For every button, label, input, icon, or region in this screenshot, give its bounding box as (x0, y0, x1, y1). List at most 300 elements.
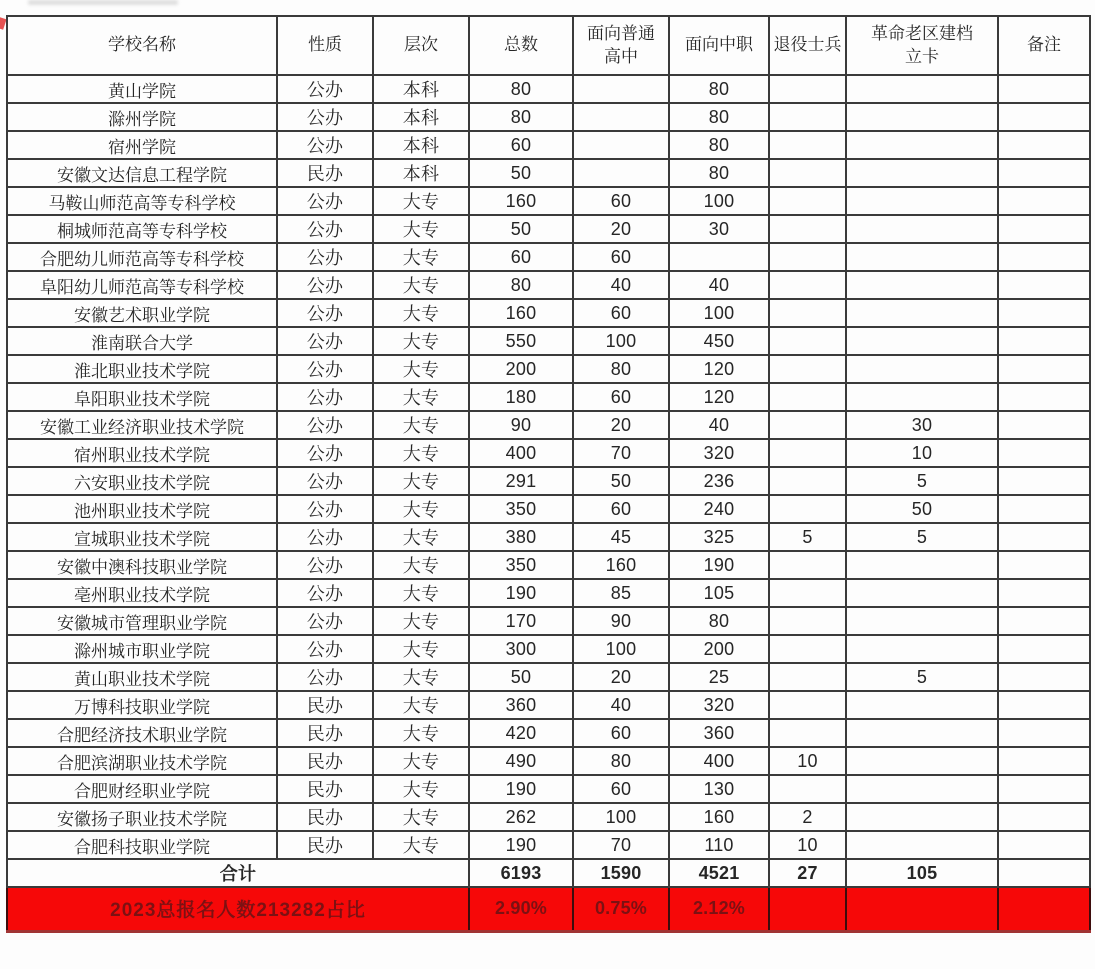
col-header-nature (277, 16, 373, 75)
table-row (7, 75, 1090, 103)
col-header-total (469, 16, 573, 75)
cell-total: 80 (469, 75, 573, 103)
cell-nature: 公办 (277, 355, 373, 383)
table-row (7, 551, 1090, 579)
cell-old-area-card (846, 831, 998, 859)
table-row (7, 355, 1090, 383)
cell-level: 大专 (373, 691, 469, 719)
cell-veterans (769, 719, 846, 747)
header-row (7, 16, 1090, 75)
cell-total: 80 (469, 271, 573, 299)
cell-old-area-card (846, 271, 998, 299)
table-row (7, 411, 1090, 439)
total-row (7, 859, 1090, 887)
cell-note (998, 523, 1090, 551)
col-header-vocational-label: 面向中职 (685, 35, 753, 55)
cell-total: 550 (469, 327, 573, 355)
table-row (7, 719, 1090, 747)
total-cell-vocational: 4521 (669, 859, 769, 887)
cell-level: 大专 (373, 523, 469, 551)
cell-school: 马鞍山师范高等专科学校 (7, 187, 277, 215)
col-header-vocational (669, 16, 769, 75)
cell-old-area-card: 10 (846, 439, 998, 467)
cell-nature: 公办 (277, 383, 373, 411)
cell-regular-hs (573, 103, 669, 131)
cell-veterans (769, 159, 846, 187)
cell-veterans (769, 243, 846, 271)
cell-regular-hs: 50 (573, 467, 669, 495)
table-row (7, 747, 1090, 775)
cell-regular-hs: 80 (573, 355, 669, 383)
cell-total: 160 (469, 299, 573, 327)
cell-school: 合肥科技职业学院 (7, 831, 277, 859)
cell-veterans: 10 (769, 747, 846, 775)
cell-nature: 公办 (277, 607, 373, 635)
table-row (7, 159, 1090, 187)
table-footer (7, 859, 1090, 931)
cell-old-area-card (846, 775, 998, 803)
cell-veterans: 5 (769, 523, 846, 551)
cell-school: 安徽工业经济职业技术学院 (7, 411, 277, 439)
cell-note (998, 411, 1090, 439)
cell-regular-hs: 100 (573, 803, 669, 831)
cell-nature: 公办 (277, 299, 373, 327)
cell-old-area-card (846, 187, 998, 215)
cell-total: 160 (469, 187, 573, 215)
cell-total: 180 (469, 383, 573, 411)
cell-vocational: 120 (669, 383, 769, 411)
cell-old-area-card (846, 579, 998, 607)
cell-school: 淮南联合大学 (7, 327, 277, 355)
cell-level: 大专 (373, 439, 469, 467)
table-row (7, 467, 1090, 495)
cell-veterans (769, 299, 846, 327)
col-header-veterans-label: 退役士兵 (773, 35, 842, 55)
cell-old-area-card (846, 691, 998, 719)
cell-nature: 民办 (277, 803, 373, 831)
cell-total: 50 (469, 663, 573, 691)
cell-total: 60 (469, 243, 573, 271)
cell-nature: 公办 (277, 495, 373, 523)
cell-old-area-card (846, 383, 998, 411)
cell-regular-hs: 90 (573, 607, 669, 635)
cell-nature: 民办 (277, 775, 373, 803)
cell-total: 80 (469, 103, 573, 131)
cell-note (998, 75, 1090, 103)
cell-veterans (769, 495, 846, 523)
cell-regular-hs: 60 (573, 383, 669, 411)
cell-old-area-card (846, 131, 998, 159)
cell-total: 190 (469, 775, 573, 803)
col-header-school (7, 16, 277, 75)
cell-veterans (769, 579, 846, 607)
col-header-level-label: 层次 (404, 35, 438, 55)
cell-veterans (769, 691, 846, 719)
cell-level: 大专 (373, 187, 469, 215)
cell-vocational: 40 (669, 271, 769, 299)
table-row (7, 187, 1090, 215)
col-header-regular-hs-label: 面向普通高中 (587, 23, 655, 66)
cell-old-area-card (846, 327, 998, 355)
col-header-regular-hs (573, 16, 669, 75)
cell-note (998, 187, 1090, 215)
cell-total: 300 (469, 635, 573, 663)
cell-old-area-card (846, 747, 998, 775)
cell-regular-hs: 20 (573, 663, 669, 691)
cell-note (998, 803, 1090, 831)
cell-total: 350 (469, 495, 573, 523)
table-row (7, 215, 1090, 243)
cell-nature: 公办 (277, 243, 373, 271)
cell-old-area-card (846, 103, 998, 131)
cell-veterans (769, 355, 846, 383)
table-row (7, 495, 1090, 523)
table-row (7, 691, 1090, 719)
cell-level: 大专 (373, 719, 469, 747)
cell-nature: 公办 (277, 635, 373, 663)
col-header-total-label: 总数 (504, 35, 538, 55)
cell-school: 安徽艺术职业学院 (7, 299, 277, 327)
cell-level: 大专 (373, 215, 469, 243)
cell-vocational: 100 (669, 187, 769, 215)
cell-total: 50 (469, 159, 573, 187)
cell-level: 大专 (373, 663, 469, 691)
cell-veterans: 10 (769, 831, 846, 859)
total-cell-total: 6193 (469, 859, 573, 887)
total-cell-veterans: 27 (769, 859, 846, 887)
cell-regular-hs: 20 (573, 215, 669, 243)
cropped-title-remnant (28, 0, 178, 5)
cell-old-area-card (846, 803, 998, 831)
cell-old-area-card (846, 159, 998, 187)
cell-total: 60 (469, 131, 573, 159)
cell-veterans (769, 439, 846, 467)
table-row (7, 775, 1090, 803)
cell-total: 400 (469, 439, 573, 467)
ratio-cell-veterans (769, 887, 846, 931)
cell-regular-hs: 100 (573, 327, 669, 355)
cell-level: 本科 (373, 75, 469, 103)
cell-veterans (769, 411, 846, 439)
cell-total: 170 (469, 607, 573, 635)
cell-veterans (769, 607, 846, 635)
cell-school: 黄山学院 (7, 75, 277, 103)
total-cell-note (998, 859, 1090, 887)
cell-level: 大专 (373, 803, 469, 831)
cell-vocational: 240 (669, 495, 769, 523)
total-cell-old-area-card: 105 (846, 859, 998, 887)
cell-level: 大专 (373, 579, 469, 607)
cell-school: 宿州学院 (7, 131, 277, 159)
cell-vocational: 80 (669, 75, 769, 103)
cell-regular-hs: 70 (573, 831, 669, 859)
cell-vocational: 450 (669, 327, 769, 355)
cell-veterans (769, 75, 846, 103)
cell-vocational: 320 (669, 691, 769, 719)
cell-nature: 公办 (277, 131, 373, 159)
col-header-old-area-card-label: 革命老区建档立卡 (871, 23, 973, 66)
cell-note (998, 495, 1090, 523)
cell-nature: 公办 (277, 215, 373, 243)
cell-level: 大专 (373, 551, 469, 579)
cell-level: 大专 (373, 243, 469, 271)
table-row (7, 327, 1090, 355)
cell-nature: 公办 (277, 411, 373, 439)
cell-total: 262 (469, 803, 573, 831)
cell-level: 大专 (373, 271, 469, 299)
cell-note (998, 775, 1090, 803)
table-row (7, 299, 1090, 327)
ratio-row (7, 887, 1090, 931)
cell-nature: 公办 (277, 187, 373, 215)
cell-level: 大专 (373, 607, 469, 635)
enrollment-table (6, 15, 1091, 933)
col-header-old-area-card (846, 16, 998, 75)
cell-veterans: 2 (769, 803, 846, 831)
cell-veterans (769, 187, 846, 215)
total-cell-regular-hs: 1590 (573, 859, 669, 887)
total-label: 合计 (7, 859, 469, 887)
cell-note (998, 327, 1090, 355)
cell-veterans (769, 635, 846, 663)
cell-note (998, 691, 1090, 719)
cell-nature: 公办 (277, 663, 373, 691)
cell-total: 190 (469, 831, 573, 859)
ratio-cell-vocational: 2.12% (669, 887, 769, 931)
cell-note (998, 831, 1090, 859)
cell-regular-hs: 20 (573, 411, 669, 439)
cell-nature: 民办 (277, 159, 373, 187)
cell-note (998, 159, 1090, 187)
cell-level: 大专 (373, 411, 469, 439)
cell-vocational: 30 (669, 215, 769, 243)
cell-regular-hs: 45 (573, 523, 669, 551)
cell-veterans (769, 271, 846, 299)
cell-school: 六安职业技术学院 (7, 467, 277, 495)
cell-old-area-card: 50 (846, 495, 998, 523)
cell-note (998, 271, 1090, 299)
cell-nature: 公办 (277, 103, 373, 131)
cell-school: 滁州学院 (7, 103, 277, 131)
cell-vocational: 236 (669, 467, 769, 495)
cell-school: 安徽扬子职业技术学院 (7, 803, 277, 831)
cell-veterans (769, 131, 846, 159)
cell-school: 滁州城市职业学院 (7, 635, 277, 663)
cell-level: 大专 (373, 775, 469, 803)
cell-vocational: 200 (669, 635, 769, 663)
cell-school: 阜阳职业技术学院 (7, 383, 277, 411)
cell-vocational: 105 (669, 579, 769, 607)
cell-note (998, 607, 1090, 635)
table-row (7, 439, 1090, 467)
cell-old-area-card (846, 299, 998, 327)
cell-school: 桐城师范高等专科学校 (7, 215, 277, 243)
cell-note (998, 299, 1090, 327)
cell-vocational (669, 243, 769, 271)
cell-note (998, 719, 1090, 747)
cell-note (998, 439, 1090, 467)
cell-school: 合肥滨湖职业技术学院 (7, 747, 277, 775)
col-header-school-label: 学校名称 (108, 35, 176, 55)
cell-vocational: 80 (669, 131, 769, 159)
cell-veterans (769, 215, 846, 243)
table-row (7, 271, 1090, 299)
cell-veterans (769, 775, 846, 803)
cell-nature: 公办 (277, 271, 373, 299)
cell-vocational: 360 (669, 719, 769, 747)
cell-note (998, 747, 1090, 775)
ratio-cell-regular-hs: 0.75% (573, 887, 669, 931)
cell-level: 大专 (373, 747, 469, 775)
cell-vocational: 120 (669, 355, 769, 383)
cell-note (998, 663, 1090, 691)
col-header-nature-label: 性质 (308, 35, 342, 55)
cell-regular-hs: 60 (573, 719, 669, 747)
cell-note (998, 579, 1090, 607)
table-row (7, 607, 1090, 635)
cell-total: 50 (469, 215, 573, 243)
cell-regular-hs: 60 (573, 495, 669, 523)
cell-regular-hs: 160 (573, 551, 669, 579)
cell-nature: 公办 (277, 523, 373, 551)
cell-vocational: 80 (669, 159, 769, 187)
cell-total: 360 (469, 691, 573, 719)
cell-old-area-card (846, 215, 998, 243)
cell-level: 本科 (373, 159, 469, 187)
cell-old-area-card: 30 (846, 411, 998, 439)
cell-nature: 公办 (277, 467, 373, 495)
cell-school: 淮北职业技术学院 (7, 355, 277, 383)
table-row (7, 663, 1090, 691)
cell-vocational: 100 (669, 299, 769, 327)
cell-level: 大专 (373, 495, 469, 523)
cell-note (998, 383, 1090, 411)
cell-nature: 民办 (277, 719, 373, 747)
cell-old-area-card (846, 243, 998, 271)
cell-note (998, 355, 1090, 383)
cell-school: 合肥财经职业学院 (7, 775, 277, 803)
cell-vocational: 40 (669, 411, 769, 439)
cell-total: 350 (469, 551, 573, 579)
cell-total: 490 (469, 747, 573, 775)
cell-veterans (769, 383, 846, 411)
cell-regular-hs (573, 131, 669, 159)
cell-school: 宿州职业技术学院 (7, 439, 277, 467)
table-row (7, 635, 1090, 663)
cell-school: 宣城职业技术学院 (7, 523, 277, 551)
cell-nature: 民办 (277, 747, 373, 775)
table-row (7, 803, 1090, 831)
cell-veterans (769, 551, 846, 579)
cell-school: 黄山职业技术学院 (7, 663, 277, 691)
cell-veterans (769, 103, 846, 131)
cell-school: 亳州职业技术学院 (7, 579, 277, 607)
cell-level: 大专 (373, 467, 469, 495)
cell-regular-hs (573, 75, 669, 103)
table-header (7, 16, 1090, 75)
cell-level: 大专 (373, 299, 469, 327)
cell-regular-hs: 60 (573, 775, 669, 803)
table-row (7, 383, 1090, 411)
cell-level: 大专 (373, 355, 469, 383)
cell-regular-hs: 85 (573, 579, 669, 607)
table-row (7, 831, 1090, 859)
cell-note (998, 103, 1090, 131)
cell-school: 阜阳幼儿师范高等专科学校 (7, 271, 277, 299)
col-header-veterans (769, 16, 846, 75)
cell-regular-hs: 60 (573, 243, 669, 271)
cell-level: 大专 (373, 831, 469, 859)
cell-total: 420 (469, 719, 573, 747)
table-row (7, 579, 1090, 607)
cell-note (998, 551, 1090, 579)
cell-old-area-card (846, 75, 998, 103)
cell-regular-hs (573, 159, 669, 187)
cell-regular-hs: 100 (573, 635, 669, 663)
cell-vocational: 160 (669, 803, 769, 831)
cell-old-area-card: 5 (846, 523, 998, 551)
cell-nature: 公办 (277, 439, 373, 467)
cell-nature: 公办 (277, 75, 373, 103)
ratio-cell-note (998, 887, 1090, 931)
cell-vocational: 80 (669, 607, 769, 635)
cell-note (998, 243, 1090, 271)
cell-veterans (769, 327, 846, 355)
cell-school: 安徽中澳科技职业学院 (7, 551, 277, 579)
cell-school: 合肥经济技术职业学院 (7, 719, 277, 747)
cell-nature: 公办 (277, 551, 373, 579)
cell-school: 合肥幼儿师范高等专科学校 (7, 243, 277, 271)
cell-nature: 民办 (277, 831, 373, 859)
cell-total: 200 (469, 355, 573, 383)
cell-regular-hs: 40 (573, 691, 669, 719)
col-header-note-label: 备注 (1027, 35, 1061, 55)
cell-note (998, 467, 1090, 495)
col-header-note (998, 16, 1090, 75)
cell-old-area-card: 5 (846, 663, 998, 691)
table-row (7, 243, 1090, 271)
cell-total: 380 (469, 523, 573, 551)
cell-regular-hs: 80 (573, 747, 669, 775)
cell-level: 大专 (373, 383, 469, 411)
cell-old-area-card (846, 719, 998, 747)
cell-regular-hs: 60 (573, 299, 669, 327)
ratio-label: 2023总报名人数213282占比 (7, 887, 469, 931)
ratio-cell-total: 2.90% (469, 887, 573, 931)
col-header-level (373, 16, 469, 75)
cell-vocational: 190 (669, 551, 769, 579)
cell-total: 90 (469, 411, 573, 439)
cell-school: 万博科技职业学院 (7, 691, 277, 719)
cell-note (998, 635, 1090, 663)
cell-veterans (769, 467, 846, 495)
cell-school: 安徽城市管理职业学院 (7, 607, 277, 635)
cell-level: 大专 (373, 635, 469, 663)
table-row (7, 523, 1090, 551)
cell-nature: 公办 (277, 579, 373, 607)
table-row (7, 131, 1090, 159)
cell-vocational: 25 (669, 663, 769, 691)
cell-regular-hs: 40 (573, 271, 669, 299)
cell-vocational: 320 (669, 439, 769, 467)
cell-school: 安徽文达信息工程学院 (7, 159, 277, 187)
table-body (7, 75, 1090, 859)
cell-nature: 公办 (277, 327, 373, 355)
ratio-cell-old-area-card (846, 887, 998, 931)
cell-note (998, 215, 1090, 243)
cell-note (998, 131, 1090, 159)
cell-old-area-card (846, 551, 998, 579)
